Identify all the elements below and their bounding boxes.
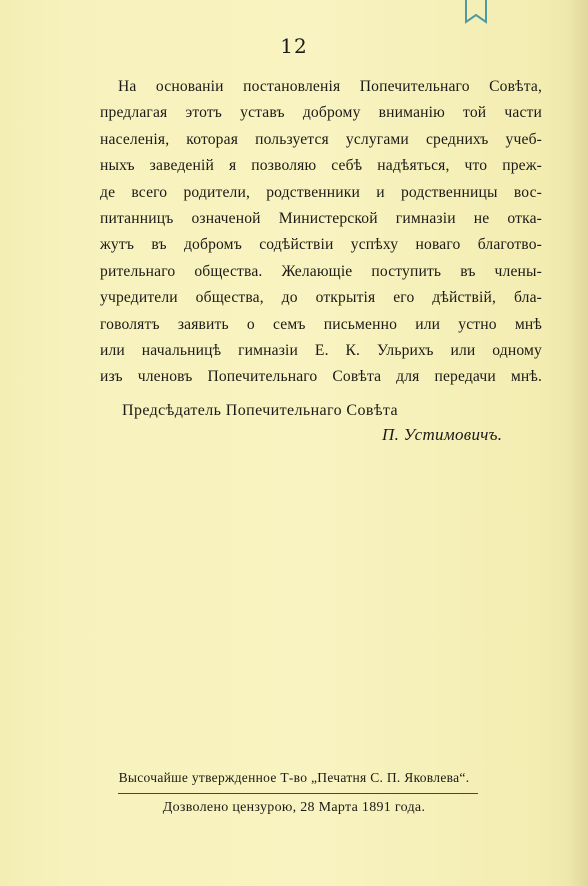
body-line: говолятъ заявить о семъ письменно или устно мнѣ bbox=[100, 315, 542, 333]
body-line: предлагая этотъ уставъ доброму вниманiю той части bbox=[100, 104, 542, 122]
body-line: ныхъ заведенiй я позволяю себѣ надѣяться, что преж- bbox=[100, 157, 542, 175]
bookmark-icon[interactable] bbox=[463, 0, 489, 26]
page-number: 12 bbox=[280, 34, 308, 58]
censorship-note: Дозволено цензурою, 28 Марта 1891 года. bbox=[162, 800, 426, 815]
body-paragraph bbox=[100, 74, 542, 391]
body-line: населенiя, которая пользуется услугами среднихъ учеб- bbox=[100, 130, 542, 148]
printer-imprint: Высочайше утвержденное Т-во „Печатня С. П. Яковлева“. bbox=[118, 770, 470, 785]
body-line: рительнаго общества. Желающiе поступить въ члены- bbox=[100, 262, 542, 280]
body-line: изъ членовъ Попечительнаго Совѣта для передачи мнѣ. bbox=[100, 368, 542, 386]
signature-name: П. Устимовичъ. bbox=[382, 425, 503, 444]
signature-title: Предсѣдатель Попечительнаго Совѣта bbox=[122, 402, 399, 419]
body-line: питанницъ означеной Министерской гимназiи не отка- bbox=[100, 210, 542, 228]
body-line: или начальницѣ гимназiи Е. К. Ульрихъ или одному bbox=[100, 342, 542, 360]
body-line: учредители общества, до открытiя его дѣйствiй, бла- bbox=[100, 289, 542, 307]
body-line: жутъ въ добромъ содѣйствiи успѣху новаго благотво- bbox=[100, 236, 542, 254]
footer-divider bbox=[118, 793, 478, 794]
body-line: На основанiи постановленiя Попечительнаго Совѣта, bbox=[118, 78, 542, 95]
page-edge-shadow bbox=[568, 0, 588, 886]
body-line: де всего родители, родственники и родственницы вос- bbox=[100, 183, 542, 201]
